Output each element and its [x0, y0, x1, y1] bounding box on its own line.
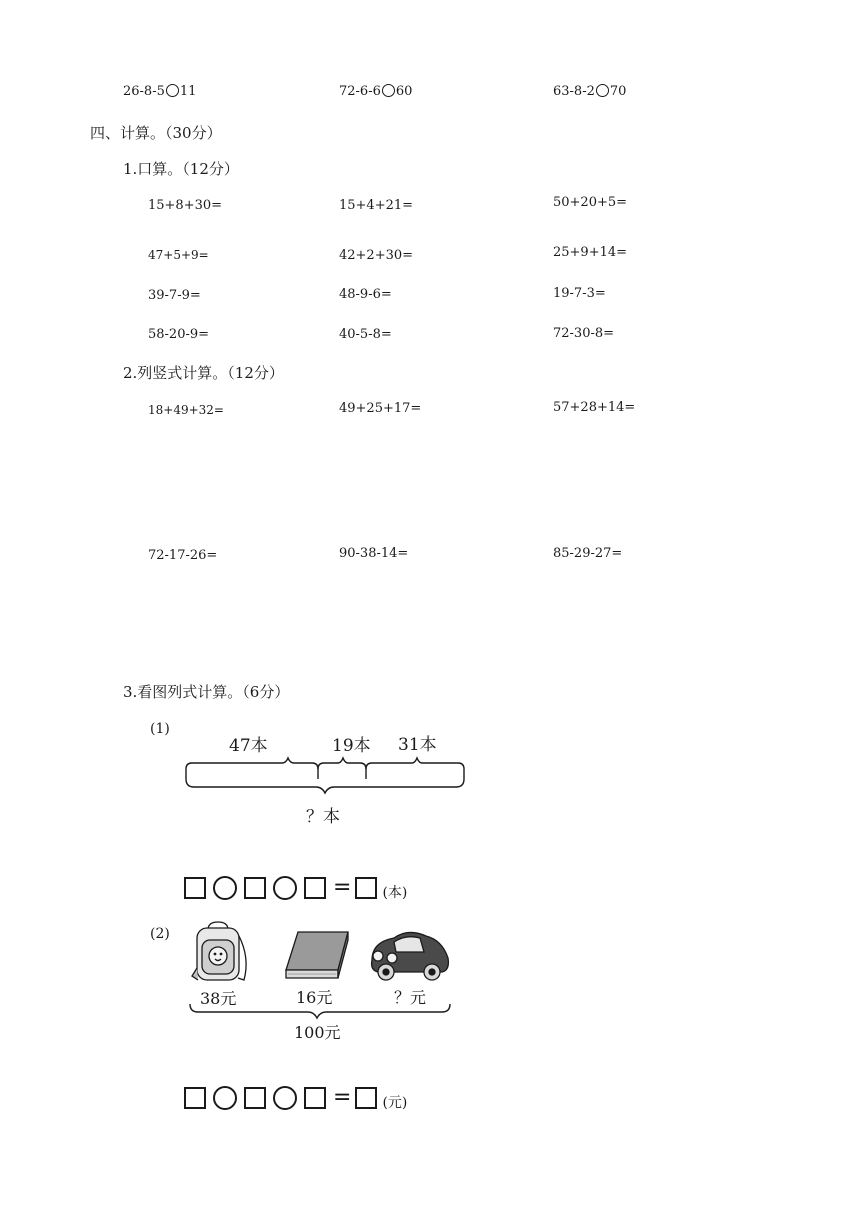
compare-left: 72-6-6 — [339, 84, 381, 99]
unit-label: (元) — [382, 1095, 408, 1111]
toy-car-icon — [372, 932, 449, 980]
oral-item: 19-7-3= — [553, 286, 606, 301]
oral-item: 42+2+30= — [339, 248, 414, 263]
problem-1-label: (1) — [150, 721, 170, 737]
oral-item: 48-9-6= — [339, 287, 392, 302]
vertical-item: 90-38-14= — [339, 546, 409, 561]
total-price-label: 100元 — [294, 1023, 341, 1042]
problem-2-label: (2) — [150, 926, 170, 942]
vertical-item: 49+25+17= — [339, 401, 422, 416]
operator-circle[interactable] — [213, 876, 237, 900]
oral-item: 15+4+21= — [339, 198, 414, 213]
price-label-2: 16元 — [296, 988, 333, 1007]
price-label-3: ？元 — [394, 988, 427, 1007]
backpack-icon — [192, 922, 246, 980]
unit-label: (本) — [382, 885, 408, 901]
vertical-item: 57+28+14= — [553, 400, 636, 415]
result-box[interactable] — [355, 1087, 377, 1109]
compare-right: 11 — [179, 84, 197, 99]
oral-item: 47+5+9= — [148, 248, 209, 262]
compare-item-1 — [123, 84, 196, 100]
answer-box[interactable] — [304, 877, 326, 899]
oral-item: 25+9+14= — [553, 245, 628, 260]
answer-box[interactable] — [304, 1087, 326, 1109]
answer-row-2 — [184, 1084, 407, 1112]
seg-label-3: 31本 — [398, 735, 437, 755]
answer-box[interactable] — [244, 1087, 266, 1109]
seg-label-1: 47本 — [229, 736, 268, 756]
oral-title: 1.口算。（12分） — [123, 160, 239, 178]
oral-item: 72-30-8= — [553, 326, 615, 341]
result-box[interactable] — [355, 877, 377, 899]
book-brace-diagram — [180, 727, 480, 832]
compare-circle[interactable] — [596, 84, 609, 97]
picture-title: 3.看图列式计算。（6分） — [123, 683, 290, 701]
seg-label-2: 19本 — [332, 736, 371, 756]
oral-item: 39-7-9= — [148, 288, 201, 303]
total-label: ？本 — [306, 807, 340, 827]
total-brace — [186, 779, 464, 793]
brace-segment-1 — [186, 758, 318, 769]
compare-left: 63-8-2 — [553, 84, 595, 99]
oral-item: 40-5-8= — [339, 327, 392, 342]
brace-segment-2 — [318, 758, 366, 769]
price-label-1: 38元 — [200, 989, 237, 1008]
vertical-item: 18+49+32= — [148, 403, 224, 417]
compare-right: 60 — [395, 84, 413, 99]
compare-item-2 — [339, 84, 412, 100]
brace-segment-3 — [366, 758, 464, 769]
equals-sign: = — [333, 875, 352, 900]
operator-circle[interactable] — [273, 876, 297, 900]
answer-box[interactable] — [184, 1087, 206, 1109]
book-icon — [286, 932, 348, 978]
answer-row-1 — [184, 874, 407, 902]
section-title: 四、计算。（30分） — [90, 124, 222, 142]
compare-item-3 — [553, 84, 626, 100]
equals-sign: = — [333, 1085, 352, 1110]
oral-item: 15+8+30= — [148, 198, 223, 213]
compare-right: 70 — [609, 84, 627, 99]
operator-circle[interactable] — [213, 1086, 237, 1110]
compare-left: 26-8-5 — [123, 84, 165, 99]
answer-box[interactable] — [244, 877, 266, 899]
vertical-title: 2.列竖式计算。（12分） — [123, 364, 284, 382]
price-diagram — [180, 918, 470, 1048]
compare-circle[interactable] — [382, 84, 395, 97]
vertical-item: 85-29-27= — [553, 546, 623, 561]
oral-item: 50+20+5= — [553, 195, 628, 210]
answer-box[interactable] — [184, 877, 206, 899]
operator-circle[interactable] — [273, 1086, 297, 1110]
oral-item: 58-20-9= — [148, 327, 210, 342]
compare-circle[interactable] — [166, 84, 179, 97]
vertical-item: 72-17-26= — [148, 548, 218, 563]
